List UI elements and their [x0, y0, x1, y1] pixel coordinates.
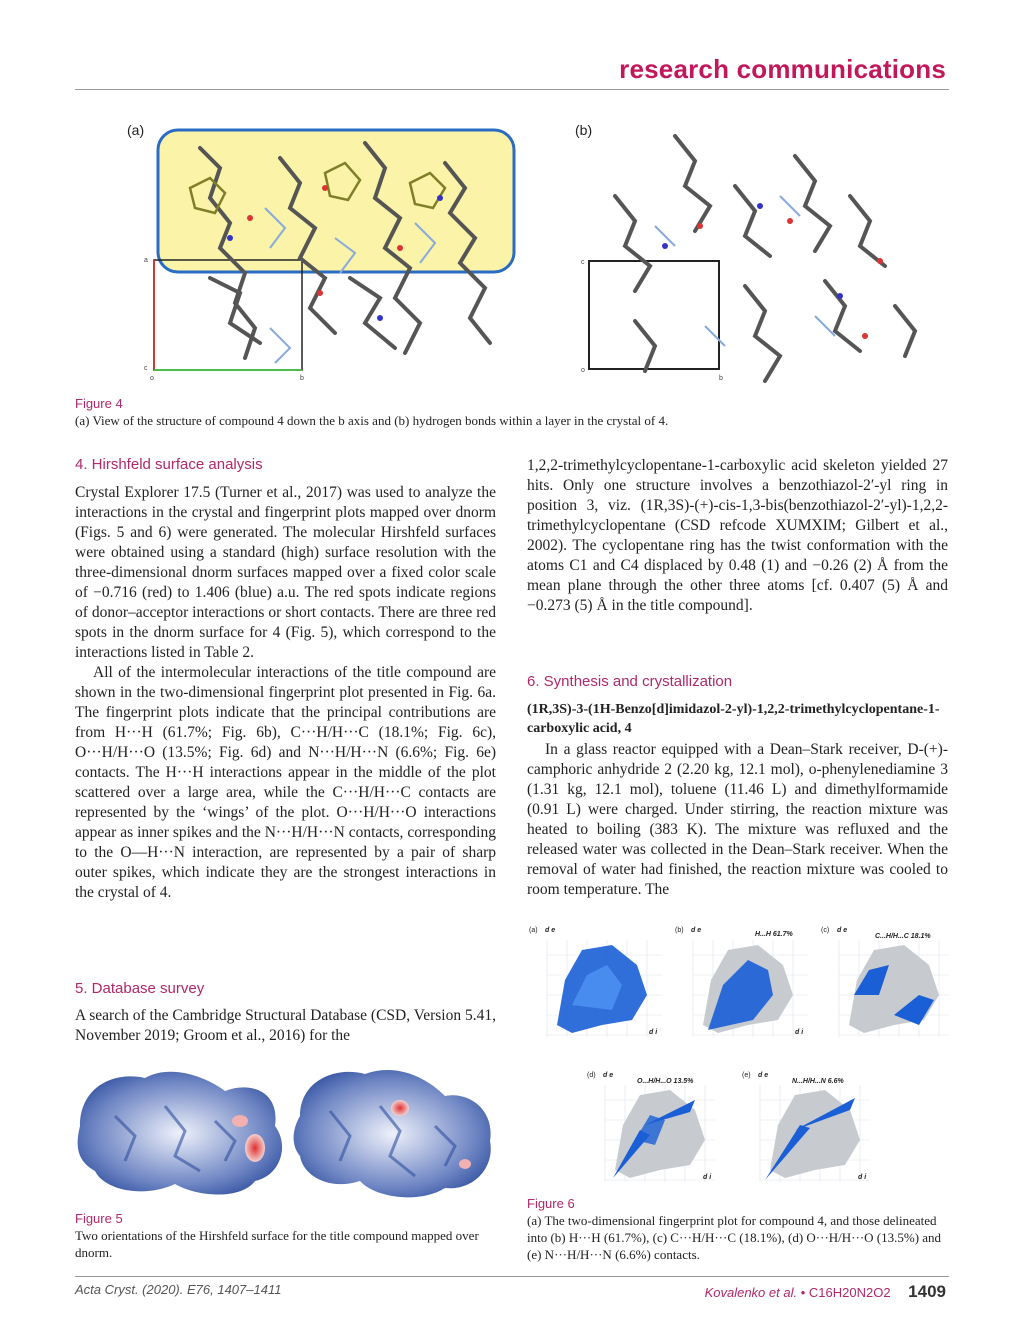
fingerprint-contact-label-d: O...H/H...O 13.5% [637, 1078, 694, 1085]
axis-label-b: b [300, 375, 304, 382]
figure-5-hirshfeld-surfaces [75, 1066, 500, 1206]
fingerprint-plot-d [585, 1070, 720, 1195]
fingerprint-plot-e [740, 1070, 875, 1195]
axis-label-o-b: o [581, 367, 585, 374]
section-6-paragraph-1: In a glass reactor equipped with a Dean–Stark receiver, D-(+)-camphoric anhydride 2 (2.20 kg, 12.1 mol), o-phenylenediamine 3 (1.31 kg, 12.1 mol), toluene (11.46 L) and dimethylformamide (0.91 L) were charged. Under stirring, the reaction mixture was heated to boiling (383 K). The mixture was refluxed and the released water was collected in the Dean–Stark receiver. When the removal of water had finished, the reaction mixture was cooled to room temperature. The [527, 741, 948, 898]
fingerprint-contact-label-c: C...H/H...C 18.1% [875, 933, 931, 940]
fingerprint-axis-de-c: d e [837, 927, 848, 934]
section-4-heading: 4. Hirshfeld surface analysis [75, 456, 263, 473]
axis-label-a: a [144, 257, 148, 264]
section-4-paragraph-2: All of the intermolecular interactions of the title compound are shown in the two-dimensional fingerprint plot presented in Fig. 6a. The fingerprint plots indicate that the principal contributions are from H···H (61.7%; Fig. 6b), C···H/H···C (18.1%; Fig. 6c), O···H/H···O (13.5%; Fig. 6d) and N···H/H···N (6.6%; Fig. 6e) contacts. The H···H interactions appear in the middle of the plot scattered over a large area, while the C···H/H···C contacts are represented by the ‘wings’ of the plot. O···H/H···O interactions appear as inner spikes and the N···H/H···N contacts, corresponding to the O—H···N interaction, are represented by a pair of sharp outer spikes, which indicate they are the strongest interactions in the crystal of 4. [75, 664, 496, 901]
section-5-paragraph-2: 1,2,2-trimethylcyclopentane-1-carboxylic acid skeleton yielded 27 hits. Only one structure involves a benzothiazol-2′-yl ring in position 3, viz. (1R,3S)-(+)-cis-1,3-bis(benzothiazol-2′-yl)-1,2,2-trimethylcyclopentane (CSD refcode XUMXIM; Gilbert et al., 2002). The cyclopentane ring has the twist conformation with the atoms C1 and C4 displaced by 0.48 (1) and −0.26 (2) Å from the mean plane through the other three atoms [cf. 0.407 (5) Å and −0.273 (5) Å in the title compound]. [527, 457, 948, 614]
crystal-packing-image-b [581, 126, 935, 396]
fingerprint-axis-de-a: d e [545, 927, 556, 934]
figure-5-caption-title: Figure 5 [75, 1211, 123, 1226]
fingerprint-axis-de-e: d e [758, 1072, 769, 1079]
section-6-heading: 6. Synthesis and crystallization [527, 673, 733, 690]
fingerprint-axis-de-d: d e [603, 1072, 614, 1079]
section-5-paragraph-1: A search of the Cambridge Structural Database (CSD, Version 5.41, November 2019; Groom et al., 2016) for the [75, 1007, 496, 1044]
figure-6-caption: (a) The two-dimensional fingerprint plot for compound 4, and those delineated into (b) H···H (61.7%), (c) C···H/H···C (18.1%), (d) O···H/H···O (13.5%) and (e) N···H/H···N (6.6%) contacts. [527, 1213, 942, 1262]
axis-label-o: o [150, 375, 154, 382]
figure-4-caption-title: Figure 4 [75, 396, 123, 411]
fingerprint-axis-di-b: d i [795, 1029, 804, 1036]
fingerprint-axis-di-e: d i [858, 1174, 867, 1181]
page-number: 1409 [908, 1282, 946, 1301]
section-5-heading: 5. Database survey [75, 980, 205, 997]
footer-separator: • [800, 1285, 809, 1300]
fingerprint-axis-de-b: d e [691, 927, 702, 934]
fingerprint-letter-b: (b) [675, 927, 684, 934]
axis-label-c: c [144, 365, 148, 372]
section-4-body [75, 483, 496, 903]
footer-formula: C16H20N2O2 [808, 1285, 891, 1300]
figure-5-caption: Two orientations of the Hirshfeld surface for the title compound mapped over dnorm. [75, 1228, 479, 1260]
figure-4-label-a: (a) [127, 122, 145, 138]
footer-journal: Acta Cryst. (2020). E76, 1407–1411 [75, 1282, 282, 1297]
figure-4-label-b: (b) [575, 122, 593, 138]
crystal-packing-image-a [144, 128, 530, 393]
fingerprint-plot-c [819, 925, 954, 1050]
fingerprint-letter-e: (e) [742, 1072, 751, 1079]
section-4-paragraph-1: Crystal Explorer 17.5 (Turner et al., 2017) was used to analyze the interactions in the crystal and fingerprint plots mapped over dnorm (Figs. 5 and 6) were generated. The molecular Hirshfeld surfaces were obtained using a standard (high) surface resolution with the three-dimensional dnorm surfaces mapped over a fixed color scale of −0.716 (red) to 1.406 (blue) a.u. The red spots indicate regions of donor–acceptor interactions or short contacts. There are three red spots in the dnorm surface for 4 (Fig. 5), which correspond to the interactions listed in Table 2. [75, 484, 496, 661]
compound-subheading: (1R,3S)-3-(1H-Benzo[d]imidazol-2-yl)-1,2,2-trimethylcyclopentane-1-carboxylic acid, 4 [527, 702, 940, 736]
fingerprint-letter-c: (c) [821, 927, 830, 934]
axis-label-c-b: c [581, 259, 585, 266]
header-rule [75, 89, 949, 90]
figure-6-caption-title: Figure 6 [527, 1196, 575, 1211]
fingerprint-axis-di-d: d i [703, 1174, 712, 1181]
fingerprint-plot-b [673, 925, 813, 1050]
running-header: research communications [619, 54, 946, 84]
axis-label-b-b: b [719, 375, 723, 382]
fingerprint-contact-label-e: N...H/H...N 6.6% [792, 1078, 844, 1085]
figure-4-caption: (a) View of the structure of compound 4 down the b axis and (b) hydrogen bonds within a layer in the crystal of 4. [75, 413, 669, 428]
footer-rule [75, 1276, 949, 1277]
footer-right [705, 1282, 946, 1302]
footer-authors: Kovalenko et al. [704, 1285, 798, 1300]
figure-4 [75, 118, 950, 398]
fingerprint-axis-di-a: d i [649, 1029, 658, 1036]
fingerprint-letter-d: (d) [587, 1072, 596, 1079]
fingerprint-contact-label-b: H...H 61.7% [755, 931, 793, 938]
fingerprint-plot-a [527, 925, 667, 1050]
fingerprint-letter-a: (a) [529, 927, 538, 934]
